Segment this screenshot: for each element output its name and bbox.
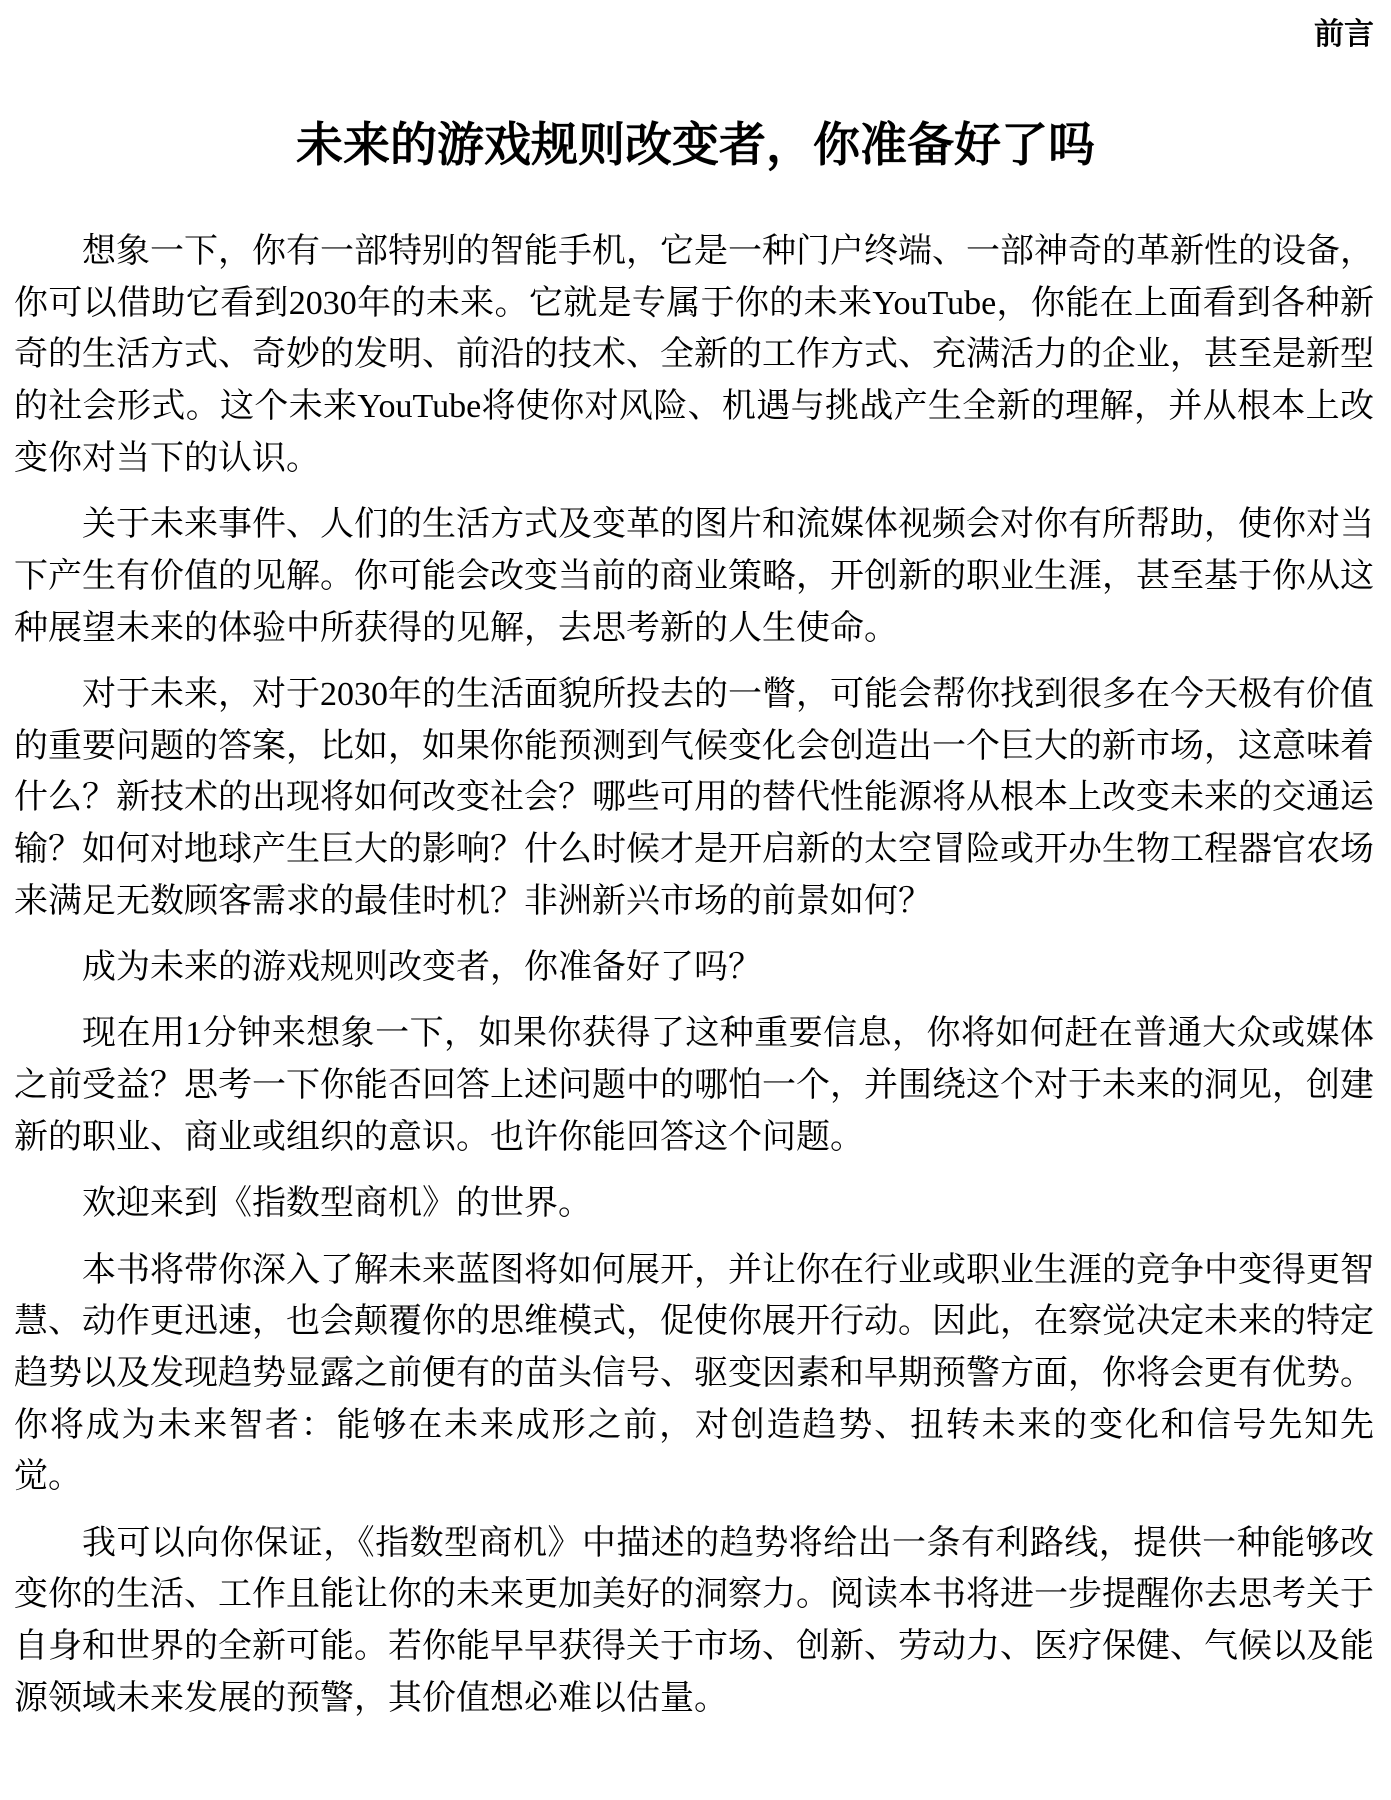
paragraph-line: 本书将带你深入了解未来蓝图将如何展开，并让你在行业或职业生涯的竞争中变得更智 (82, 1251, 1374, 1289)
paragraph-line: 你可以借助它看到2030年的未来。它就是专属于你的未来YouTube，你能在上面看到各种新 (14, 284, 1374, 322)
paragraph-line: 现在用1分钟来想象一下，如果你获得了这种重要信息，你将如何赶在普通大众或媒体 (82, 1015, 1374, 1053)
paragraph-line: 源领域未来发展的预警，其价值想必难以估量。 (14, 1679, 728, 1717)
paragraph-line: 新的职业、商业或组织的意识。也许你能回答这个问题。 (14, 1118, 864, 1156)
paragraph-line: 的社会形式。这个未来YouTube将使你对风险、机遇与挑战产生全新的理解，并从根本上改 (14, 388, 1374, 426)
body-text (14, 226, 1374, 1724)
paragraph-line: 欢迎来到《指数型商机》的世界。 (82, 1185, 592, 1223)
paragraph-line: 对于未来，对于2030年的生活面貌所投去的一瞥，可能会帮你找到很多在今天极有价值 (82, 675, 1374, 713)
page-title: 未来的游戏规则改变者，你准备好了吗 (296, 118, 1095, 171)
paragraph (14, 1245, 1374, 1503)
paragraph (14, 669, 1374, 927)
section-label: 前言 (1314, 18, 1374, 51)
paragraph-line: 输？如何对地球产生巨大的影响？什么时候才是开启新的太空冒险或开办生物工程器官农场 (14, 830, 1374, 868)
paragraph-line: 趋势以及发现趋势显露之前便有的苗头信号、驱变因素和早期预警方面，你将会更有优势。 (14, 1354, 1374, 1392)
paragraph-line: 下产生有价值的见解。你可能会改变当前的商业策略，开创新的职业生涯，甚至基于你从这 (14, 557, 1374, 595)
paragraph-line: 我可以向你保证，《指数型商机》中描述的趋势将给出一条有利路线，提供一种能够改 (82, 1524, 1374, 1562)
paragraph (14, 1518, 1374, 1725)
paragraph-line: 奇的生活方式、奇妙的发明、前沿的技术、全新的工作方式、充满活力的企业，甚至是新型 (14, 336, 1374, 374)
paragraph (14, 499, 1374, 654)
paragraph (14, 1178, 1374, 1230)
paragraph-line: 关于未来事件、人们的生活方式及变革的图片和流媒体视频会对你有所帮助，使你对当 (82, 506, 1374, 544)
paragraph-line: 想象一下，你有一部特别的智能手机，它是一种门户终端、一部神奇的革新性的设备， (82, 233, 1374, 270)
paragraph-line: 什么？新技术的出现将如何改变社会？哪些可用的替代性能源将从根本上改变未来的交通运 (14, 779, 1374, 817)
paragraph (14, 1008, 1374, 1163)
paragraph-line: 变你对当下的认识。 (14, 439, 320, 477)
paragraph-line: 种展望未来的体验中所获得的见解，去思考新的人生使命。 (14, 609, 898, 647)
paragraph-line: 慧、动作更迅速，也会颠覆你的思维模式，促使你展开行动。因此，在察觉决定未来的特定 (14, 1303, 1374, 1341)
paragraph-line: 觉。 (14, 1458, 82, 1496)
paragraph (14, 942, 1374, 994)
paragraph-line: 自身和世界的全新可能。若你能早早获得关于市场、创新、劳动力、医疗保健、气候以及能 (14, 1628, 1374, 1665)
paragraph-line: 变你的生活、工作且能让你的未来更加美好的洞察力。阅读本书将进一步提醒你去思考关于 (14, 1576, 1374, 1614)
paragraph-line: 的重要问题的答案，比如，如果你能预测到气候变化会创造出一个巨大的新市场，这意味着 (14, 727, 1374, 765)
paragraph-line: 来满足无数顾客需求的最佳时机？非洲新兴市场的前景如何？ (14, 882, 932, 920)
paragraph-line: 之前受益？思考一下你能否回答上述问题中的哪怕一个，并围绕这个对于未来的洞见，创建 (14, 1067, 1374, 1105)
paragraph (14, 226, 1374, 484)
paragraph-line: 成为未来的游戏规则改变者，你准备好了吗？ (82, 949, 762, 986)
paragraph-line: 你将成为未来智者：能够在未来成形之前，对创造趋势、扭转未来的变化和信号先知先 (14, 1406, 1374, 1444)
